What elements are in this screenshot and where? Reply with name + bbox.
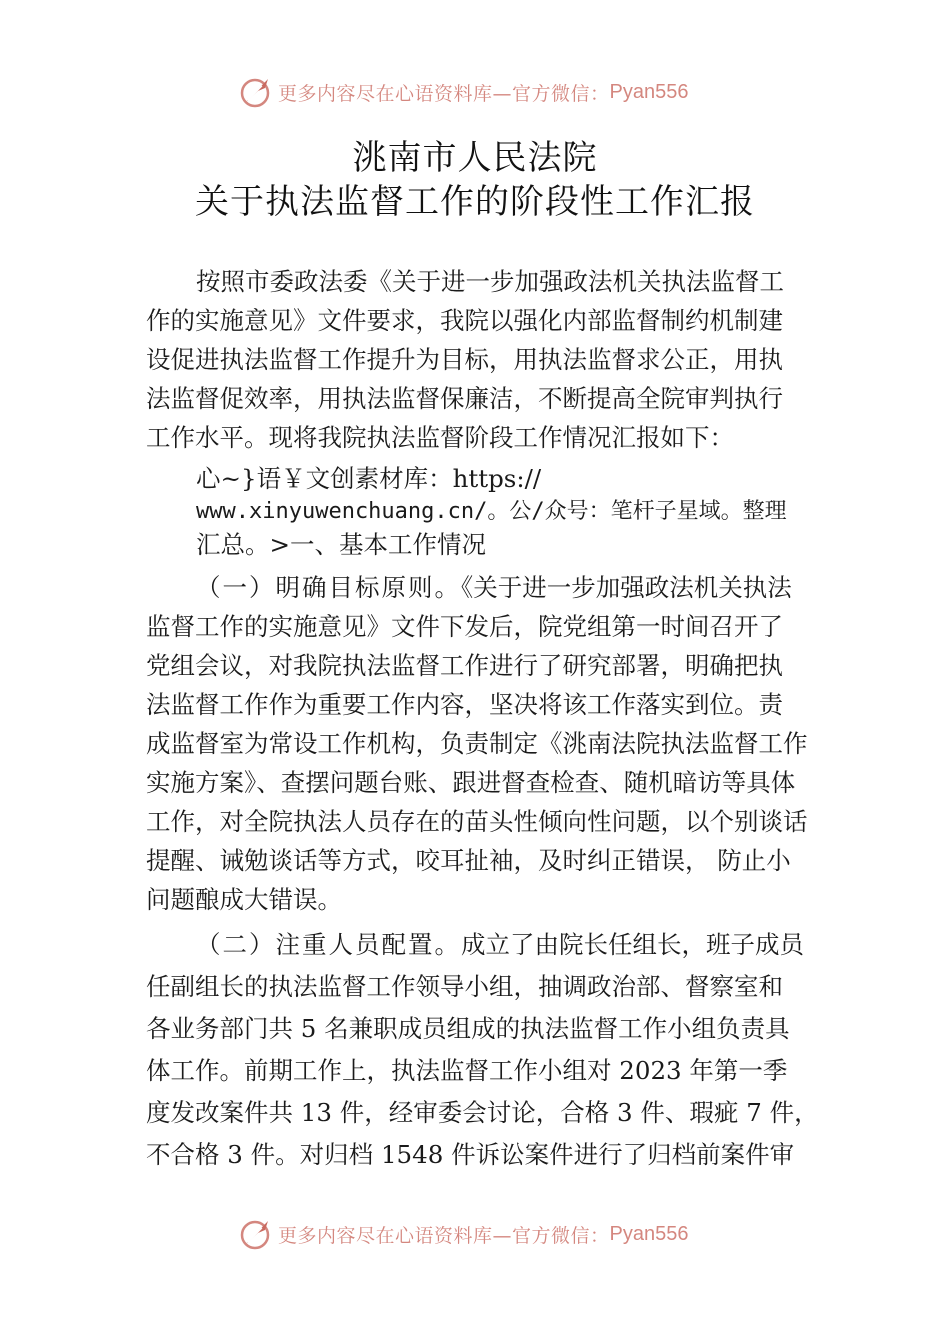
- section-1-line: 问题酿成大错误。: [146, 885, 342, 914]
- section-1-line: 监督工作的实施意见》文件下发后，院党组第一时间召开了: [146, 612, 783, 641]
- watermark-line: [146, 528, 822, 561]
- section-1-line: 工作，对全院执法人员存在的苗头性倾向性问题，以个别谈话: [146, 807, 808, 836]
- intro-line: 作的实施意见》文件要求，我院以强化内部监督制约机制建: [146, 306, 783, 335]
- section-2-line: 不合格 3 件。对归档 1548 件诉讼案件进行了归档前案件审: [146, 1140, 795, 1169]
- banner-text: 更多内容尽在心语资料库—官方微信：: [278, 1224, 610, 1247]
- intro-line: 按照市委政法委《关于进一步加强政法机关执法监督工: [196, 267, 784, 296]
- section-2-line: 度发改案件共 13 件，经审委会讨论，合格 3 件、瑕疵 7 件，: [146, 1098, 819, 1127]
- section-1-line: 成监督室为常设工作机构，负责制定《洮南法院执法监督工作: [146, 729, 808, 758]
- banner-wechat-id: Pyan556: [609, 1222, 689, 1245]
- quill-logo-icon: [238, 1216, 274, 1252]
- watermark-line-2: www.xinyuwenchuang.cn/。公/众号：笔杆子星域。整理: [196, 499, 787, 524]
- section-1-line: 法监督工作作为重要工作内容，坚决将该工作落实到位。责: [146, 690, 783, 719]
- intro-line: 法监督促效率，用执法监督保廉洁，不断提高全院审判执行: [146, 384, 783, 413]
- intro-line: 设促进执法监督工作提升为目标，用执法监督求公正，用执: [146, 345, 783, 374]
- footer-watermark-banner: [238, 1214, 758, 1254]
- section-2-heading: （二）注重人员配置。: [196, 930, 461, 959]
- watermark-line-3: 汇总。>一、基本工作情况: [196, 530, 487, 559]
- section-2-first-line-text: 成立了由院长任组长，班子成员: [461, 930, 804, 959]
- document-title-line1: 洮南市人民法院: [352, 138, 598, 178]
- section-2-line: 体工作。前期工作上，执法监督工作小组对 2023 年第一季: [146, 1056, 788, 1085]
- section-1-first-line-text: 《关于进一步加强政法机关执法: [461, 573, 792, 602]
- quill-logo-icon: [238, 74, 274, 110]
- header-watermark-banner: [238, 72, 758, 112]
- section-1-line: 党组会议，对我院执法监督工作进行了研究部署，明确把执: [146, 651, 783, 680]
- watermark-line: [146, 495, 822, 528]
- section-1-paragraph: [146, 568, 822, 919]
- section-1-line: 实施方案》、查摆问题台账、跟进督查检查、随机暗访等具体: [146, 768, 796, 797]
- intro-paragraph: [146, 262, 822, 457]
- section-1-heading: （一）明确目标原则。: [196, 573, 461, 602]
- inserted-watermark-text: [146, 462, 822, 561]
- section-2-line: 各业务部门共 5 名兼职成员组成的执法监督工作小组负责具: [146, 1014, 790, 1043]
- intro-line: 工作水平。现将我院执法监督阶段工作情况汇报如下：: [146, 423, 734, 452]
- section-2-line: 任副组长的执法监督工作领导小组，抽调政治部、督察室和: [146, 972, 783, 1001]
- watermark-line-1: 心~}语￥文创素材库：https://: [196, 464, 542, 493]
- banner-wechat-id: Pyan556: [609, 80, 689, 103]
- section-1-first-line: [146, 568, 822, 607]
- document-title-line2: 关于执法监督工作的阶段性工作汇报: [195, 182, 755, 222]
- section-2-paragraph: [146, 924, 822, 1176]
- section-1-line: 提醒、诫勉谈话等方式，咬耳扯袖，及时纠正错误， 防止小: [146, 846, 791, 875]
- watermark-line: [146, 462, 822, 495]
- banner-text: 更多内容尽在心语资料库—官方微信：: [278, 82, 610, 105]
- section-2-first-line: [146, 924, 822, 966]
